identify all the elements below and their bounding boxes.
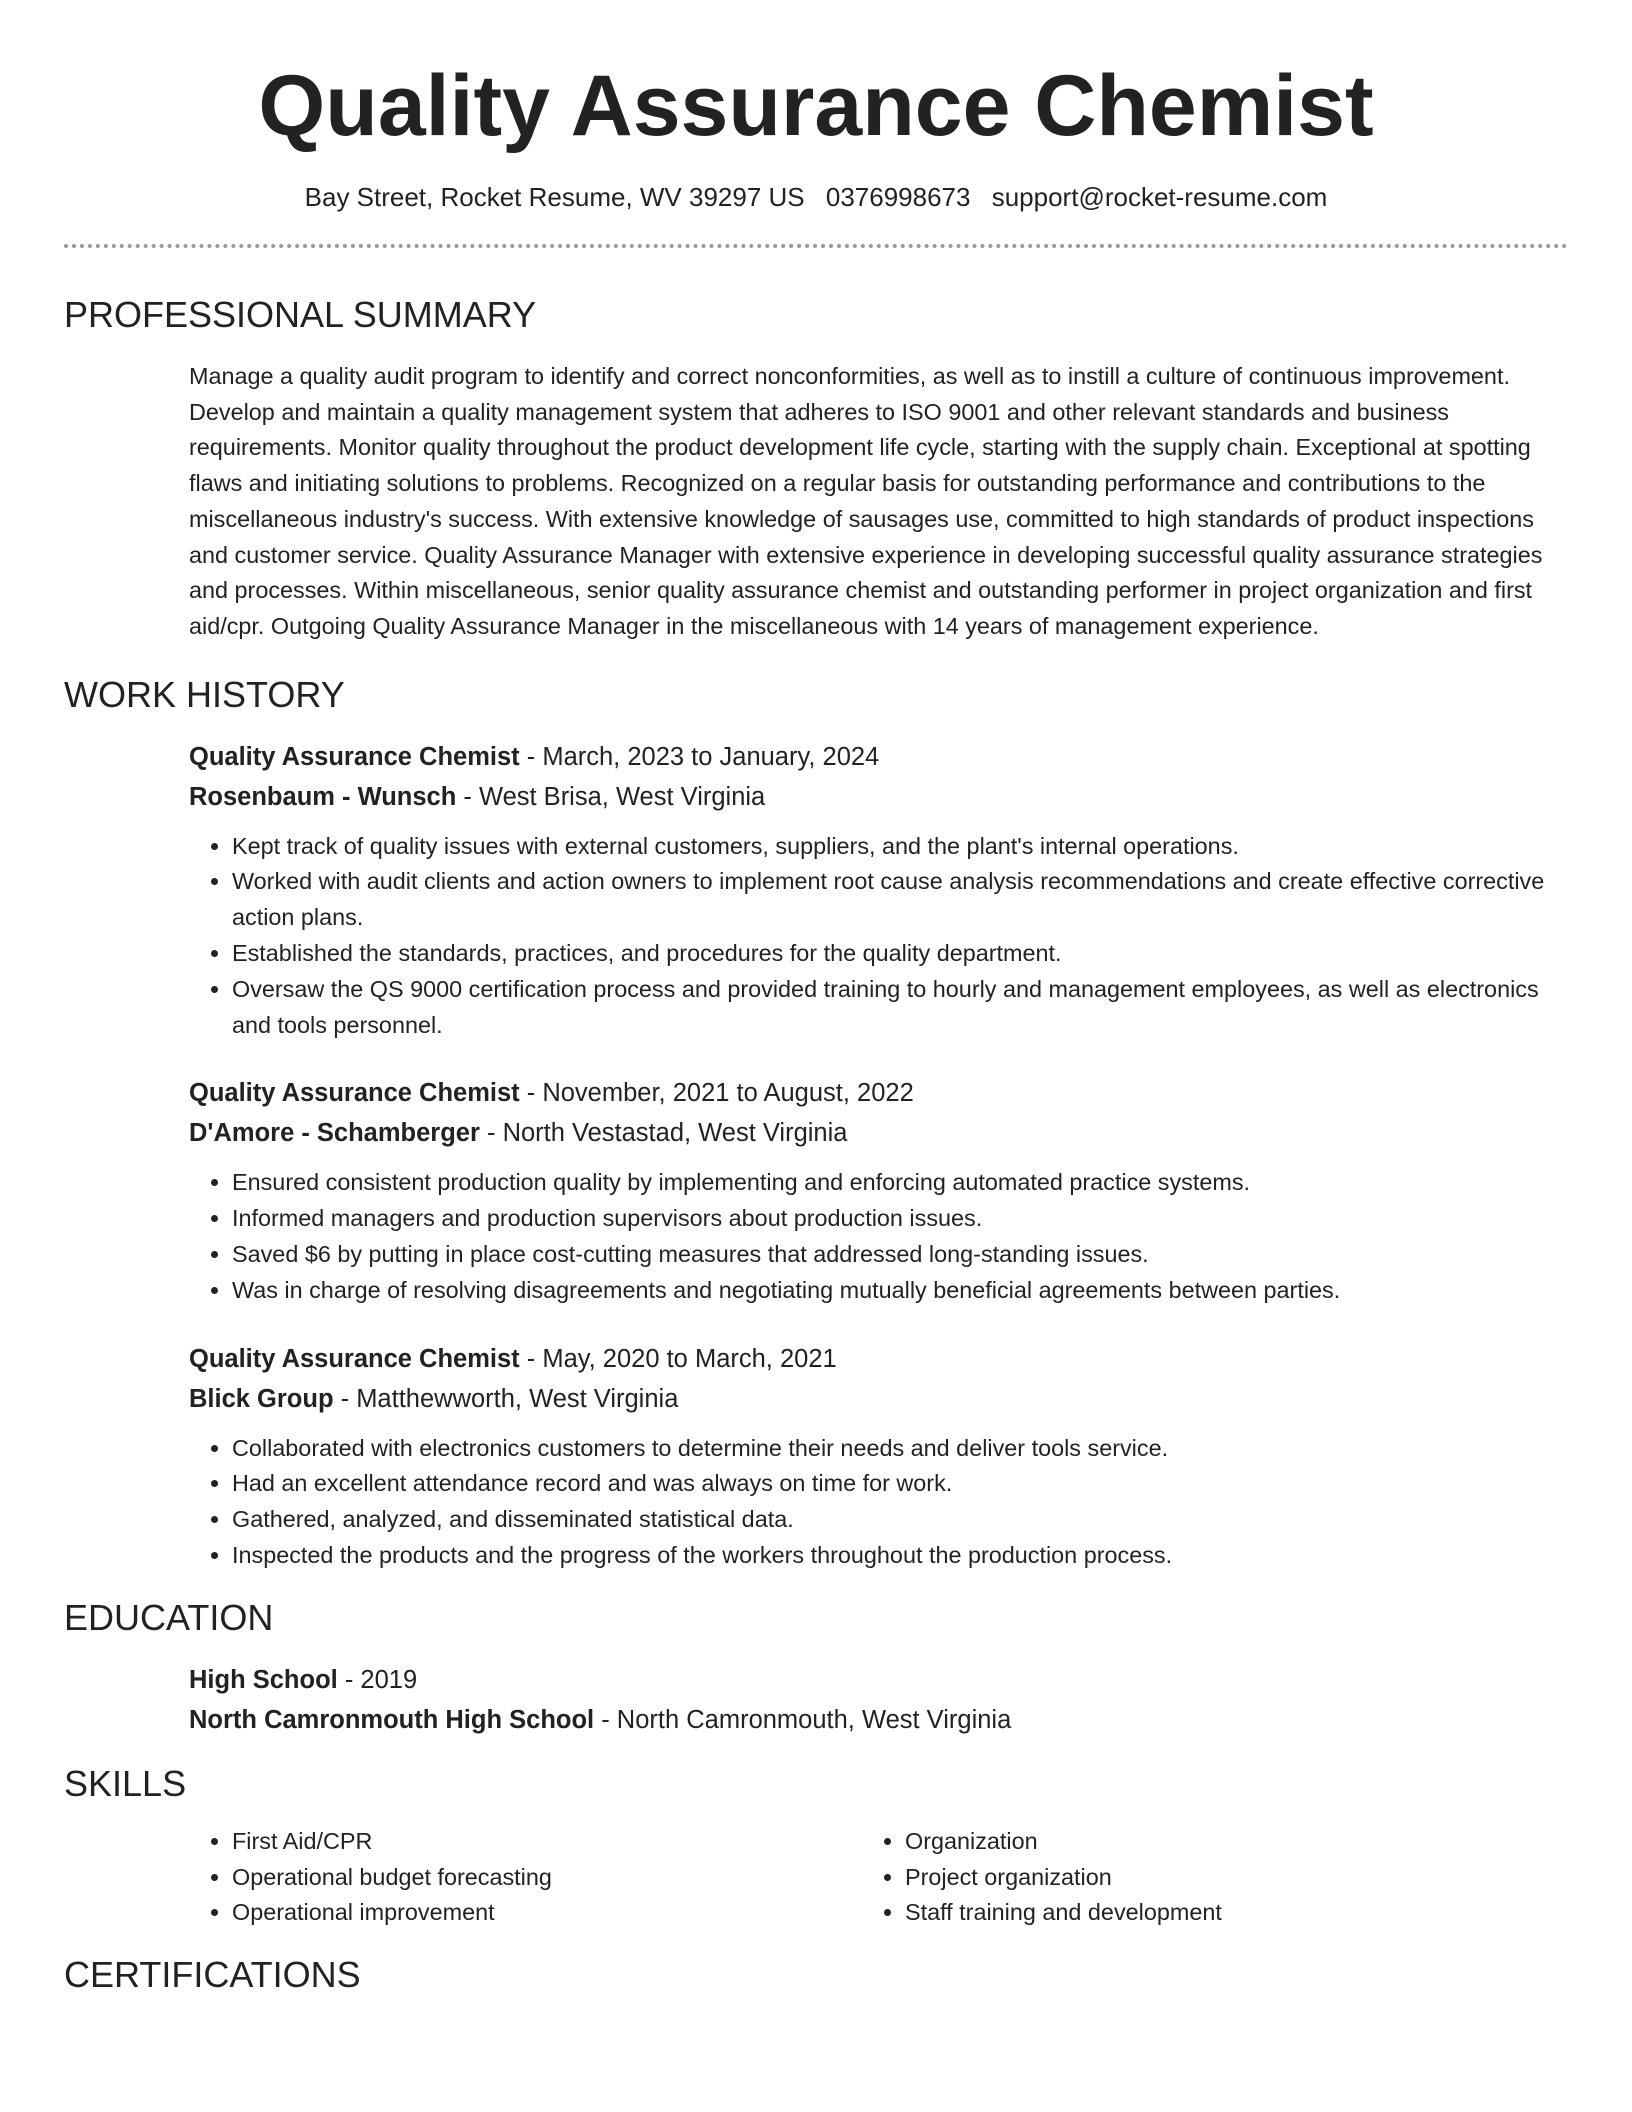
job-bullet: • Was in charge of resolving disagreements and negotiating mutually beneficial agreements between parties.	[232, 1273, 1568, 1309]
education-entry	[64, 1660, 1568, 1740]
job-role: Quality Assurance Chemist	[189, 1344, 520, 1373]
skills-column-left	[189, 1824, 862, 1931]
skill-item: • Operational improvement	[232, 1895, 862, 1931]
summary-text: Manage a quality audit program to identify and correct nonconformities, as well as to instill a culture of continuous improvement. Develop and maintain a quality management system that adheres to ISO 9001 and other relevant standards and business requirements. Monitor quality throughout the product development life cycle, starting with the supply chain. Exceptional at spotting flaws and initiating solutions to problems. Recognized on a regular basis for outstanding performance and contributions to the miscellaneous industry's success. With extensive knowledge of sausages use, committed to high standards of product inspections and customer service. Quality Assurance Manager with extensive experience in developing successful quality assurance strategies and processes. Within miscellaneous, senior quality assurance chemist and outstanding performer in project organization and first aid/cpr. Outgoing Quality Assurance Manager in the miscellaneous with 14 years of management experience.	[189, 363, 1543, 639]
job-bullet: • Had an excellent attendance record and was always on time for work.	[232, 1466, 1568, 1502]
job-role-line	[189, 737, 1568, 777]
section-title-work-history: WORK HISTORY	[64, 673, 345, 715]
job-company-line	[189, 777, 1568, 817]
job-bullet: • Kept track of quality issues with external customers, suppliers, and the plant's internal operations.	[232, 829, 1568, 865]
job-bullet: • Ensured consistent production quality by implementing and enforcing automated practice systems.	[232, 1165, 1568, 1201]
job-company-line	[189, 1379, 1568, 1419]
education-school: North Camronmouth High School	[189, 1705, 595, 1734]
education-degree: High School	[189, 1665, 338, 1694]
section-title-certifications: CERTIFICATIONS	[64, 1954, 361, 1996]
education-degree-line	[189, 1660, 1568, 1700]
job-location: - West Brisa, West Virginia	[456, 782, 766, 811]
skill-item: • Organization	[905, 1824, 1505, 1860]
skill-item: • First Aid/CPR	[232, 1824, 862, 1860]
job-bullet: • Oversaw the QS 9000 certification process and provided training to hourly and management employees, as well as electronics and tools personnel.	[232, 972, 1568, 1044]
job-dates: - May, 2020 to March, 2021	[519, 1344, 837, 1373]
job-role: Quality Assurance Chemist	[189, 1079, 520, 1108]
section-title-skills: SKILLS	[64, 1762, 187, 1804]
section-title-education: EDUCATION	[64, 1596, 274, 1638]
section-title-summary: PROFESSIONAL SUMMARY	[64, 294, 537, 335]
job-location: - Matthewworth, West Virginia	[333, 1384, 679, 1413]
contact-email: support@rocket-resume.com	[991, 182, 1328, 212]
job-dates: - March, 2023 to January, 2024	[519, 742, 880, 771]
job-bullet: • Collaborated with electronics customers to determine their needs and deliver tools service.	[232, 1431, 1568, 1467]
contact-phone: 0376998673	[825, 182, 971, 212]
job-location: - North Vestastad, West Virginia	[479, 1119, 848, 1148]
skill-item: • Staff training and development	[905, 1895, 1505, 1931]
job-company: Rosenbaum - Wunsch	[189, 782, 457, 811]
job-dates: - November, 2021 to August, 2022	[519, 1079, 914, 1108]
job-role-line	[189, 1339, 1568, 1379]
job-entry	[189, 1339, 1568, 1574]
skills-column-right	[862, 1824, 1505, 1931]
job-company: Blick Group	[189, 1384, 334, 1413]
job-bullet: • Saved $6 by putting in place cost-cutting measures that addressed long-standing issues.	[232, 1237, 1568, 1273]
skill-item: • Operational budget forecasting	[232, 1860, 862, 1896]
job-bullet: • Gathered, analyzed, and disseminated statistical data.	[232, 1502, 1568, 1538]
job-bullets	[189, 829, 1568, 1044]
job-bullet: • Inspected the products and the progress of the workers throughout the production process.	[232, 1538, 1568, 1574]
skills-list	[64, 1824, 1568, 1931]
contact-line	[64, 180, 1568, 214]
education-location: - North Camronmouth, West Virginia	[594, 1705, 1012, 1734]
job-entry	[189, 1073, 1568, 1308]
job-role-line	[189, 1073, 1568, 1113]
resume-name: Quality Assurance Chemist	[258, 58, 1374, 154]
job-bullet: • Informed managers and production supervisors about production issues.	[232, 1201, 1568, 1237]
header-divider	[64, 244, 1568, 248]
job-company: D'Amore - Schamberger	[189, 1119, 480, 1148]
job-bullet: • Worked with audit clients and action owners to implement root cause analysis recommendations and create effective corrective action plans.	[232, 864, 1568, 936]
job-bullets	[189, 1165, 1568, 1308]
job-company-line	[189, 1113, 1568, 1153]
job-role: Quality Assurance Chemist	[189, 742, 520, 771]
education-school-line	[189, 1700, 1568, 1740]
skill-item: • Project organization	[905, 1860, 1505, 1896]
job-entry	[189, 737, 1568, 1044]
education-year: - 2019	[337, 1665, 418, 1694]
job-bullets	[189, 1431, 1568, 1574]
job-bullet: • Established the standards, practices, and procedures for the quality department.	[232, 936, 1568, 972]
contact-address: Bay Street, Rocket Resume, WV 39297 US	[304, 182, 805, 212]
